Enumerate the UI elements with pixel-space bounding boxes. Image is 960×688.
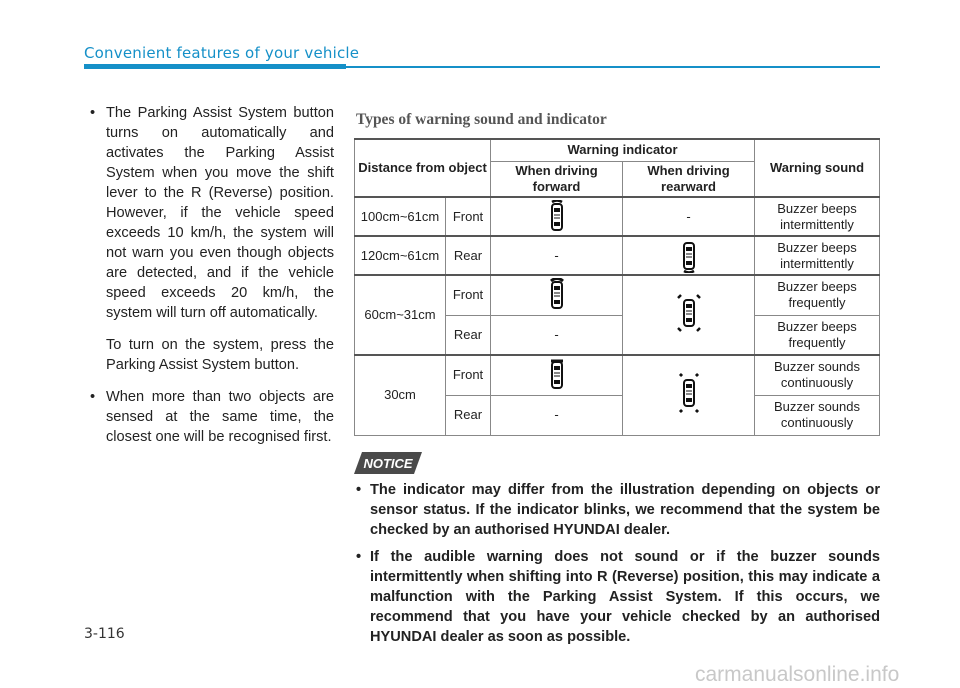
table-row bbox=[355, 275, 880, 315]
header-rearward: When driving rearward bbox=[623, 161, 755, 197]
row-forward-indicator: - bbox=[491, 315, 623, 355]
bullet-closest-object: • When more than two objects are sensed at the same time, the closest one will be recognised first. bbox=[84, 387, 334, 447]
header-distance: Distance from object bbox=[355, 139, 491, 197]
notice-item: • If the audible warning does not sound or if the buzzer sounds intermittently when shifting into R (Reverse) position, this may indicate a malfunction with the Parking Assist System. If this occurs, we recommend that you have your vehicle checked by an authorised HYUNDAI dealer as soon as possible. bbox=[356, 547, 880, 647]
table-row bbox=[355, 236, 880, 275]
notice-text bbox=[356, 480, 880, 654]
header-indicator: Warning indicator bbox=[491, 139, 755, 161]
row-distance: 120cm~61cm bbox=[355, 236, 446, 275]
row-distance: 100cm~61cm bbox=[355, 197, 446, 236]
row-side: Front bbox=[446, 355, 491, 395]
row-sound: Buzzer beeps frequently bbox=[755, 275, 880, 315]
row-forward-indicator: - bbox=[491, 236, 623, 275]
row-side: Front bbox=[446, 197, 491, 236]
row-rearward-indicator bbox=[623, 275, 755, 355]
car-front-sensor-close-icon bbox=[548, 358, 566, 392]
row-sound: Buzzer beeps frequently bbox=[755, 315, 880, 355]
row-sound: Buzzer sounds continuously bbox=[755, 355, 880, 395]
car-all-sensors-icon bbox=[675, 291, 703, 335]
page-number: 3-116 bbox=[84, 626, 125, 642]
bullet-auto-on: • The Parking Assist System button turns on automatically and activates the Parking Assist System when you move the shift lever to the R (Reverse) position. However, if the vehicle speed exceeds 10 km/h, the system will not warn you even though objects are detected, and if the vehicle speed exceeds 20 km/h, the system will turn off automatically. bbox=[84, 103, 334, 323]
row-side: Front bbox=[446, 275, 491, 315]
header-forward: When driving forward bbox=[491, 161, 623, 197]
header-line bbox=[346, 66, 880, 68]
header-bar bbox=[84, 64, 346, 69]
section-title: Types of warning sound and indicator bbox=[356, 111, 607, 128]
left-column bbox=[84, 103, 334, 447]
notice-label: NOTICE bbox=[363, 456, 413, 471]
row-forward-indicator: - bbox=[491, 395, 623, 435]
warning-table bbox=[354, 138, 880, 436]
row-rearward-indicator bbox=[623, 355, 755, 435]
car-all-sensors-close-icon bbox=[675, 371, 703, 415]
row-side: Rear bbox=[446, 315, 491, 355]
header-sound: Warning sound bbox=[755, 139, 880, 197]
row-forward-indicator bbox=[491, 197, 623, 236]
row-side: Rear bbox=[446, 236, 491, 275]
row-sound: Buzzer beeps intermittently bbox=[755, 236, 880, 275]
row-forward-indicator bbox=[491, 355, 623, 395]
car-rear-sensor-icon bbox=[680, 239, 698, 273]
row-forward-indicator bbox=[491, 275, 623, 315]
row-distance: 60cm~31cm bbox=[355, 275, 446, 355]
car-front-sensor-icon bbox=[548, 200, 566, 234]
row-sound: Buzzer beeps intermittently bbox=[755, 197, 880, 236]
row-rearward-indicator bbox=[623, 236, 755, 275]
row-side: Rear bbox=[446, 395, 491, 435]
paragraph-turn-on: To turn on the system, press the Parking Assist System button. bbox=[106, 337, 334, 373]
table-row bbox=[355, 197, 880, 236]
table-row bbox=[355, 355, 880, 395]
notice-item: • The indicator may differ from the illustration depending on objects or sensor status. If the indicator blinks, we recommend that the system be checked by an authorised HYUNDAI dealer. bbox=[356, 480, 880, 540]
watermark: carmanualsonline.info bbox=[695, 663, 900, 686]
header-title: Convenient features of your vehicle bbox=[84, 44, 360, 62]
row-sound: Buzzer sounds continuously bbox=[755, 395, 880, 435]
row-rearward-indicator: - bbox=[623, 197, 755, 236]
row-distance: 30cm bbox=[355, 355, 446, 435]
car-front-sensor-near-icon bbox=[548, 278, 566, 312]
notice-badge bbox=[354, 452, 422, 474]
